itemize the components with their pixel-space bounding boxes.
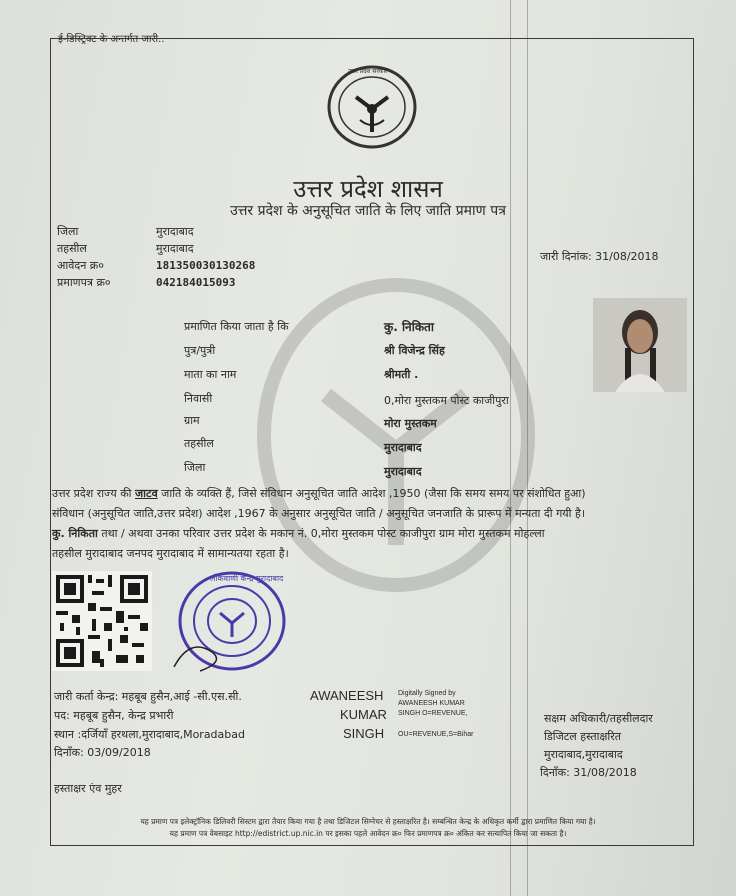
signer-name-line-1: AWANEESH: [310, 688, 384, 703]
person-district-label: जिला: [184, 461, 206, 474]
mother-name: श्रीमती .: [384, 368, 419, 381]
application-no-label: आवेदन क्र०: [57, 259, 104, 272]
footer-note-2: यह प्रमाण पत्र वेबसाइट http://edistrict.up.nic.in पर इसका पहले आवेदन क्र० फिर प्रमाणपत्र क्र० अंकित कर सत्यापित किया जा सकता है।: [169, 829, 567, 838]
signer-name-line-2: KUMAR: [340, 707, 387, 722]
application-no-value: 181350030130268: [156, 259, 256, 272]
digital-signature-line-3: SINGH O=REVENUE,: [398, 710, 468, 717]
body-line-4: तहसील मुरादाबाद जनपद मुरादाबाद में सामान्यतया रहता है।: [52, 547, 289, 560]
signer-name-line-3: SINGH: [343, 726, 385, 741]
certified-label: प्रमाणित किया जाता है कि: [184, 320, 289, 333]
body-line-3: कु. निकिता तथा / अथवा उनका परिवार उत्तर प्रदेश के मकान नं. 0,मोरा मुस्तकम पोस्ट काजीपुरा ग्राम मोरा मुस्तकम मोहल्ला: [52, 527, 545, 540]
district-label: जिला: [57, 225, 79, 238]
seal-text: लोकवाणी केन्द्र मुरादाबाद: [210, 574, 284, 583]
relation-label: पुत्र/पुत्री: [184, 344, 216, 357]
issuer-center: जारी कर्ता केन्द्र: महबूब हुसैन,आई -सी.एस.सी.: [54, 690, 242, 703]
father-name: श्री विजेन्द्र सिंह: [384, 344, 445, 357]
issuer-post: पद: महबूब हुसैन, केन्द्र प्रभारी: [54, 709, 174, 722]
authority-place: मुरादाबाद,मुरादाबाद: [544, 748, 623, 761]
certificate-no-value: 042184015093: [156, 276, 236, 289]
emblem-text: उत्तर प्रदेश सरकार: [348, 68, 388, 75]
certificate-subtitle: उत्तर प्रदेश के अनुसूचित जाति के लिए जाति प्रमाण पत्र: [230, 203, 506, 219]
authority-post: सक्षम अधिकारी/तहसीलदार: [544, 712, 653, 725]
applicant-photo: [593, 298, 687, 392]
tehsil-value: मुरादाबाद: [156, 242, 194, 255]
header-note: ई-डिस्ट्रिक्ट के अन्तर्गत जारी..: [58, 34, 165, 45]
qr-code: [52, 571, 152, 671]
issuer-date: दिनाँक: 03/09/2018: [54, 746, 151, 759]
issuer-place: स्थान :दर्जियाँ हरथला,मुरादाबाद,Moradabad: [54, 728, 245, 741]
issue-date: जारी दिनांक: 31/08/2018: [540, 250, 659, 263]
certificate-title: उत्तर प्रदेश शासन: [293, 175, 443, 203]
up-government-emblem: [326, 64, 418, 150]
district-value: मुरादाबाद: [156, 225, 194, 238]
person-tehsil-value: मुरादाबाद: [384, 441, 422, 454]
authority-signed: डिजिटल हस्ताक्षरित: [544, 730, 621, 743]
resident-label: निवासी: [184, 392, 213, 405]
digital-signature-line-4: OU=REVENUE,S=Bihar: [398, 731, 474, 738]
resident-value: 0,मोरा मुस्तकम पोस्ट काजीपुरा: [384, 394, 509, 407]
footer-note-1: यह प्रमाण पत्र इलेक्ट्रॉनिक डिलिवरी सिस्टम द्वारा तैयार किया गया है तथा डिजिटल सिग्नेचर से हस्ताक्षरित है। सम्बन्धित केन्द्र के अधिकृत कर्मी द्वारा प्रमाणित किया गया है।: [140, 817, 596, 826]
mother-label: माता का नाम: [184, 368, 237, 381]
body-line-2: संविधान (अनुसूचित जाति,उत्तर प्रदेश) आदेश ,1967 के अनुसार अनुसूचित जाति / अनुसूचित जनजाति के प्रारूप में मन्यता दी गयी है।: [52, 507, 586, 520]
tehsil-label: तहसील: [57, 242, 87, 255]
person-district-value: मुरादाबाद: [384, 465, 422, 478]
village-label: ग्राम: [184, 414, 200, 427]
person-tehsil-label: तहसील: [184, 437, 214, 450]
sign-and-seal-label: हस्ताक्षर एंव मुहर: [54, 782, 122, 795]
body-line-1: उत्तर प्रदेश राज्य की जाटव जाति के व्यक्ति हैं, जिसे संविधान अनुसूचित जाति आदेश ,1950 (जैसा कि समय समय पर संशोधित हुआ): [52, 487, 586, 500]
digital-signature-line-2: AWANEESH KUMAR: [398, 700, 465, 707]
certificate-no-label: प्रमाणपत्र क्र०: [57, 276, 111, 289]
authority-date: दिनाँक: 31/08/2018: [540, 766, 637, 779]
digital-signature-line-1: Digitally Signed by: [398, 690, 456, 697]
applicant-name: कु. निकिता: [384, 320, 434, 334]
village-value: मोरा मुस्तकम: [384, 417, 437, 430]
